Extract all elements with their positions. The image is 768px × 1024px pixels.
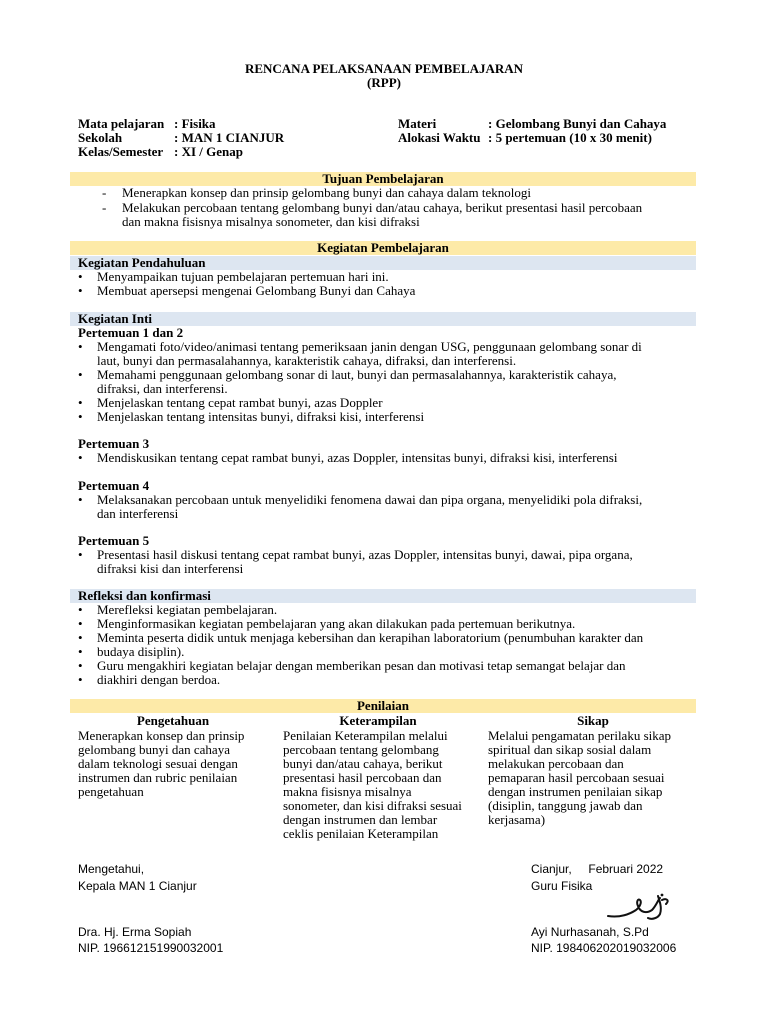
keterampilan-line: makna fisisnya misalnya — [283, 784, 412, 799]
pendahuluan-item: Membuat apersepsi mengenai Gelombang Bunyi dan Cahaya — [97, 283, 416, 298]
pengetahuan-title: Pengetahuan — [136, 713, 210, 728]
dash-marker: - — [102, 185, 107, 200]
inti-heading: Kegiatan Inti — [78, 311, 153, 326]
refleksi-item: budaya disiplin). — [97, 644, 185, 659]
pertemuan-item: Melaksanakan percobaan untuk menyelidiki fenomena dawai dan pipa organa, menyelidiki pola difraksi, — [97, 492, 643, 507]
bullet-marker: • — [78, 630, 83, 645]
bullet-marker: • — [78, 450, 83, 465]
mapel-label: Mata pelajaran — [78, 116, 165, 131]
kepala-label: Kepala MAN 1 Cianjur — [78, 879, 197, 893]
pertemuan-item-continued: difraksi kisi dan interferensi — [97, 561, 244, 576]
pendahuluan-item: Menyampaikan tujuan pembelajaran pertemuan hari ini. — [97, 269, 389, 284]
sikap-line: melakukan percobaan dan — [488, 756, 624, 771]
refleksi-item: Merefleksi kegiatan pembelajaran. — [97, 602, 278, 617]
kegiatan-heading: Kegiatan Pembelajaran — [317, 240, 449, 255]
tujuan-item: Menerapkan konsep dan prinsip gelombang bunyi dan cahaya dalam teknologi — [122, 185, 532, 200]
keterampilan-line: sonometer, dan kisi difraksi sesuai — [283, 798, 462, 813]
keterampilan-line: dengan instrumen dan lembar — [283, 812, 438, 827]
pertemuan-item: Mengamati foto/video/animasi tentang pemeriksaan janin dengan USG, penggunaan gelombang sonar di — [97, 339, 642, 354]
place-date: Cianjur, Februari 2022 — [531, 862, 664, 876]
mengetahui-label: Mengetahui, — [78, 862, 145, 876]
pendahuluan-heading: Kegiatan Pendahuluan — [78, 255, 206, 270]
sikap-column — [488, 729, 703, 827]
pertemuan-3-heading: Pertemuan 3 — [78, 436, 150, 451]
alokasi-value: : 5 pertemuan (10 x 30 menit) — [488, 130, 652, 145]
pertemuan-item: Presentasi hasil diskusi tentang cepat rambat bunyi, azas Doppler, intensitas bunyi, dawai, pipa organa, — [97, 547, 633, 562]
refleksi-item: Guru mengakhiri kegiatan belajar dengan memberikan pesan dan motivasi tetap semangat belajar dan — [97, 658, 626, 673]
sikap-title: Sikap — [577, 713, 609, 728]
document-subtitle: (RPP) — [367, 75, 401, 90]
bullet-marker: • — [78, 339, 83, 354]
bullet-marker: • — [78, 616, 83, 631]
sekolah-label: Sekolah — [78, 130, 123, 145]
bullet-marker: • — [78, 395, 83, 410]
pertemuan-item: Menjelaskan tentang intensitas bunyi, difraksi kisi, interferensi — [97, 409, 425, 424]
pertemuan-5-heading: Pertemuan 5 — [78, 533, 150, 548]
refleksi-item: Meminta peserta didik untuk menjaga kebersihan dan kerapihan laboratorium (penumbuhan karakter dan — [97, 630, 644, 645]
materi-label: Materi — [398, 116, 437, 131]
inti-band — [70, 312, 696, 326]
pengetahuan-column — [78, 729, 278, 799]
tujuan-item: Melakukan percobaan tentang gelombang bunyi dan/atau cahaya, berikut presentasi hasil percobaan — [122, 200, 643, 215]
refleksi-item: diakhiri dengan berdoa. — [97, 672, 221, 687]
pengetahuan-line: pengetahuan — [78, 784, 144, 799]
sikap-line: Melalui pengamatan perilaku sikap — [488, 728, 672, 743]
bullet-marker: • — [78, 644, 83, 659]
document-title: RENCANA PELAKSANAAN PEMBELAJARAN — [244, 61, 524, 76]
kelas-value: : XI / Genap — [174, 144, 243, 159]
keterampilan-title: Keterampilan — [339, 713, 417, 728]
dash-marker: - — [102, 200, 107, 215]
tujuan-item-continued: dan makna fisisnya misalnya sonometer, dan kisi difraksi — [122, 214, 420, 229]
pengetahuan-line: gelombang bunyi dan cahaya — [78, 742, 230, 757]
penilaian-heading: Penilaian — [356, 698, 409, 713]
sekolah-value: : MAN 1 CIANJUR — [174, 130, 285, 145]
pengetahuan-line: dalam teknologi sesuai dengan — [78, 756, 238, 771]
sikap-line: pemaparan hasil percobaan sesuai — [488, 770, 665, 785]
kepala-nip: NIP. 196612151990032001 — [78, 941, 224, 955]
pertemuan-item: Mendiskusikan tentang cepat rambat bunyi, azas Doppler, intensitas bunyi, difraksi kisi, interferensi — [97, 450, 618, 465]
handwritten-signature — [600, 892, 680, 924]
bullet-marker: • — [78, 658, 83, 673]
bullet-marker: • — [78, 492, 83, 507]
keterampilan-column — [283, 729, 483, 841]
pengetahuan-line: Menerapkan konsep dan prinsip — [78, 728, 245, 743]
guru-name: Ayi Nurhasanah, S.Pd — [531, 925, 649, 939]
bullet-marker: • — [78, 409, 83, 424]
pengetahuan-line: instrumen dan rubric penilaian — [78, 770, 238, 785]
bullet-marker: • — [78, 283, 83, 298]
pertemuan-item-continued: laut, bunyi dan permasalahannya, karakteristik cahaya, difraksi, dan interferensi. — [97, 353, 517, 368]
pertemuan-item: Memahami penggunaan gelombang sonar di laut, bunyi dan permasalahannya, karakteristik cahaya, — [97, 367, 617, 382]
bullet-marker: • — [78, 547, 83, 562]
guru-nip: NIP. 198406202019032006 — [531, 941, 677, 955]
sikap-line: (disiplin, tanggung jawab dan — [488, 798, 643, 813]
bullet-marker: • — [78, 602, 83, 617]
kepala-name: Dra. Hj. Erma Sopiah — [78, 925, 192, 939]
refleksi-item: Menginformasikan kegiatan pembelajaran yang akan dilakukan pada pertemuan berikutnya. — [97, 616, 576, 631]
pertemuan-item-continued: dan interferensi — [97, 506, 179, 521]
pertemuan-item-continued: difraksi, dan interferensi. — [97, 381, 228, 396]
guru-label: Guru Fisika — [531, 879, 593, 893]
keterampilan-line: bunyi dan/atau cahaya, berikut — [283, 756, 443, 771]
keterampilan-line: ceklis penilaian Keterampilan — [283, 826, 439, 841]
sikap-line: dengan instrumen penilaian sikap — [488, 784, 663, 799]
mapel-value: : Fisika — [174, 116, 216, 131]
keterampilan-line: percobaan tentang gelombang — [283, 742, 439, 757]
pertemuan-4-heading: Pertemuan 4 — [78, 478, 150, 493]
alokasi-label: Alokasi Waktu — [398, 130, 481, 145]
pertemuan-item: Menjelaskan tentang cepat rambat bunyi, azas Doppler — [97, 395, 383, 410]
kelas-label: Kelas/Semester — [78, 144, 164, 159]
refleksi-heading: Refleksi dan konfirmasi — [78, 588, 211, 603]
bullet-marker: • — [78, 269, 83, 284]
pertemuan-1-2-heading: Pertemuan 1 dan 2 — [78, 325, 184, 340]
tujuan-heading: Tujuan Pembelajaran — [322, 171, 444, 186]
bullet-marker: • — [78, 367, 83, 382]
materi-value: : Gelombang Bunyi dan Cahaya — [488, 116, 667, 131]
bullet-marker: • — [78, 672, 83, 687]
keterampilan-line: presentasi hasil percobaan dan — [283, 770, 442, 785]
keterampilan-line: Penilaian Keterampilan melalui — [283, 728, 448, 743]
sikap-line: spiritual dan sikap sosial dalam — [488, 742, 652, 757]
sikap-line: kerjasama) — [488, 812, 546, 827]
